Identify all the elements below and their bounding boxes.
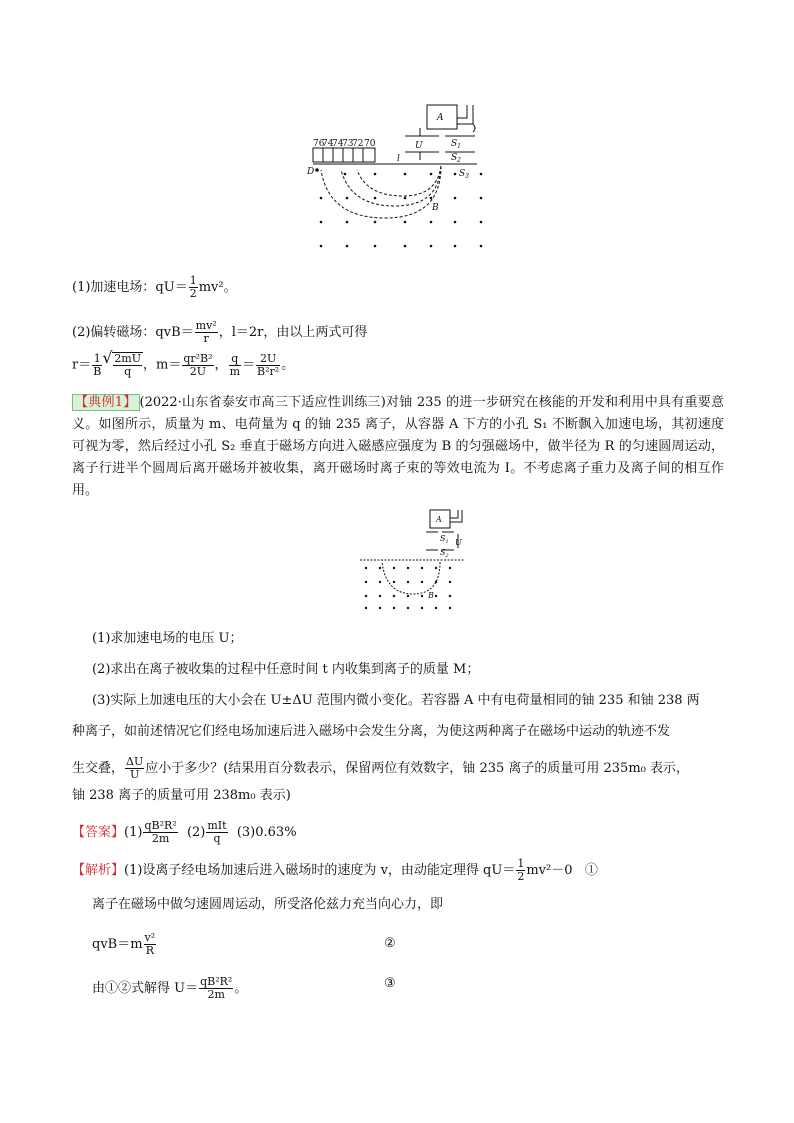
formula-deflection: (2)偏转磁场：qvB＝ $\frac{\text{mv²}}{r}$ ，l＝2r，由以上两式可得 xyxy=(72,319,368,345)
question-3-line-1: (3)实际上加速电压的大小会在 U±ΔU 范围内微小变化。若容器 A 中有电荷量相同的铀 235 和铀 238 两 xyxy=(92,693,700,708)
svg-text:S2: $S_2$ xyxy=(451,153,461,164)
svg-text:B: B xyxy=(432,203,439,213)
analysis-line-1: 【解析】(1)设离子经电场加速后进入磁场时的速度为 v，由动能定理得 qU＝ $\frac{1}{2}$ mv²－0 ① xyxy=(72,857,598,883)
equation-mark-2: ② xyxy=(384,936,396,951)
svg-text:74: 74 xyxy=(322,139,334,149)
svg-text:A: A xyxy=(437,113,444,123)
question-3-line-3: 生交叠， $\frac{\Delta U}{U}$ 应小于多少？(结果用百分数表示，保留两位有效数字，铀 235 离子的质量可用 235m₀ 表示， xyxy=(72,755,690,781)
svg-text:A: A xyxy=(436,515,442,524)
uranium-separation-figure xyxy=(356,508,466,612)
svg-text:S2: $S_2$ xyxy=(440,548,449,559)
svg-text:74: 74 xyxy=(332,139,344,149)
scale-label: 76 xyxy=(313,139,325,149)
answer-line: 【答案】(1) $\frac{\text{qB²R²}}{2m}$ (2) $\frac{\text{mIt}}{q}$ (3)0.63% xyxy=(72,819,297,845)
analysis-line-3: qvB＝m $\frac{\text{v²}}{R}$ xyxy=(92,931,156,957)
svg-text:U: U xyxy=(415,141,423,151)
question-3-line-4: 铀 238 离子的质量可用 238m₀ 表示) xyxy=(72,788,291,803)
formula-acceleration: (1)加速电场：qU＝ $\frac{1}{2}$ mv²。 xyxy=(72,274,237,300)
equation-mark-3: ③ xyxy=(384,976,396,991)
question-2: (2)求出在离子被收集的过程中任意时间 t 内收集到离子的质量 M； xyxy=(92,662,480,677)
analysis-line-2: 离子在磁场中做匀速圆周运动，所受洛伦兹力充当向心力，即 xyxy=(92,897,444,912)
svg-text:D: D xyxy=(307,167,315,177)
question-1: (1)求加速电场的电压 U； xyxy=(92,631,243,646)
svg-text:l: l xyxy=(397,154,400,164)
svg-text:U: U xyxy=(455,538,462,547)
formula-results: r＝ $\frac{1}{B}$ √ $\frac{2mU}{q}$ ，m＝ $\frac{\text{qr²B²}}{2U}$ ， $\frac{q}{m}$ ＝ $\frac{2U}{\text{B²r²}}$ 。 xyxy=(72,352,294,378)
mass-spectrometer-figure xyxy=(305,100,495,260)
svg-text:S1: $S_1$ xyxy=(451,139,461,150)
svg-text:73: 73 xyxy=(342,139,354,149)
svg-text:S3: $S_3$ xyxy=(459,169,469,180)
analysis-line-4: 由①②式解得 U＝ $\frac{\text{qB²R²}}{2m}$ 。 xyxy=(92,975,248,1001)
svg-text:72: 72 xyxy=(352,139,364,149)
svg-text:70: 70 xyxy=(364,139,376,149)
analysis-tag: 【解析】 xyxy=(72,863,125,878)
example-paragraph: 【典例1】 (2022·山东省泰安市高三下适应性训练三)对铀 235 的进一步研究在核能的开发和利用中具有重要意义。如图所示，质量为 m、电荷量为 q 的铀 235 离子，从容器 A 下方的小孔 S₁ 不断飘入加速电场，其初速度可视为零，然后经过小孔 S₂ 垂直于磁场方向进入磁感应强度为 B 的匀强磁场中，做半径为 R 的匀速圆周运动，离子行进半个圆周后离开磁场并被收集，离开磁场时离子束的等效电流为 I。不考虑离子重力及离子间的相互作用。 xyxy=(72,395,724,498)
svg-text:B: B xyxy=(428,591,434,600)
svg-text:S1: $S_1$ xyxy=(440,534,449,545)
answer-tag: 【答案】 xyxy=(72,825,125,840)
question-3-line-2: 种离子，如前述情况它们经电场加速后进入磁场中会发生分离，为使这两种离子在磁场中运动的轨迹不发 xyxy=(72,724,671,739)
example-tag: 【典例1】 xyxy=(72,394,140,411)
